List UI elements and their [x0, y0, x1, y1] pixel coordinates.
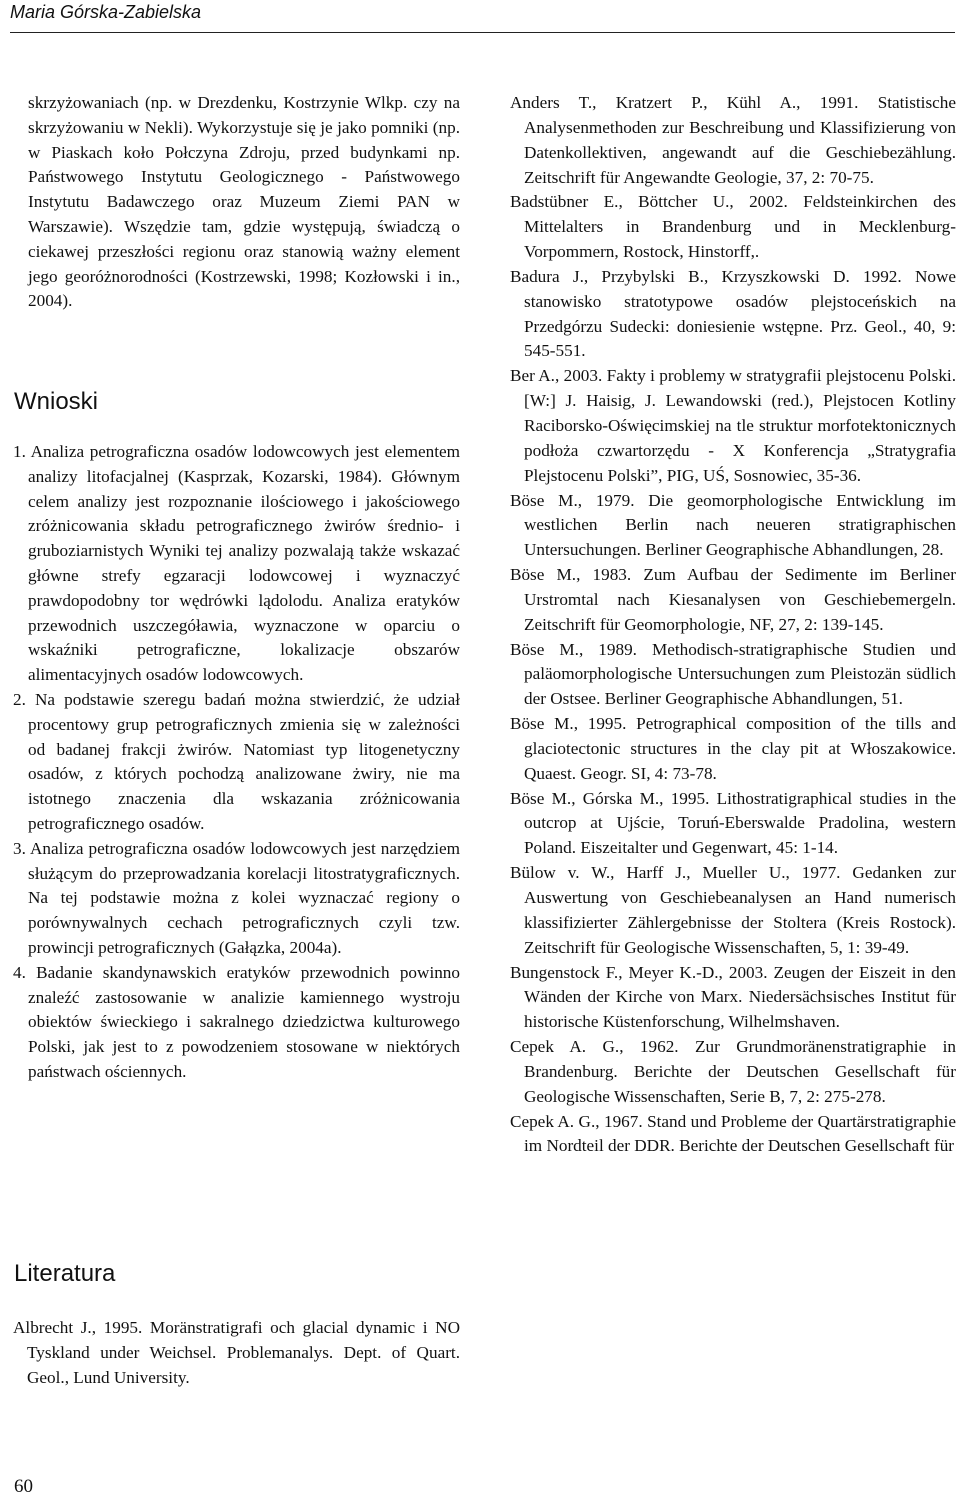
intro-paragraph: skrzyżowaniach (np. w Drezdenku, Kostrzynie Wlkp. czy na skrzyżowaniu w Nekli). Wykorzystuje się je jako pomniki (np. w Piaskach koło Połczyna Zdroju, przed budynkami np. Państwowego Instytutu Geologicznego - Państwowego Instytutu Badawczego oraz Muzeum Ziemi PAN w Warszawie). Wszędzie tam, gdzie występują, świadczą o ciekawej przeszłości regionu oraz stanowią ważny element jego georóżnorodności (Kostrzewski, 1998; Kozłowski i in., 2004).: [28, 93, 460, 311]
reference-item: Albrecht J., 1995. Moränstratigrafi och glacial dynamic i NO Tyskland under Weichsel. Problemanalys. Dept. of Quart. Geol., Lund University.: [13, 1318, 460, 1387]
reference-item: Badstübner E., Böttcher U., 2002. Feldsteinkirchen des Mittelalters in Brandenburg und in Mecklenburg-Vorpommern, Rostock, Hinstorff,.: [510, 192, 956, 262]
reference-item: Bülow v. W., Harff J., Mueller U., 1977. Gedanken zur Auswertung von Geschiebeanalysen an Hand numerisch klassifizierter Zählergebnisse der Stoltera (Kreis Rostock). Zeitschrift für Geologische Wissenschaften, 5, 1: 39-49.: [510, 863, 956, 957]
conclusion-item: 2. Na podstawie szeregu badań można stwierdzić, że udział procentowy grup petrograficznych zmienia się w zależności od badanej frakcji żwirów. Natomiast typ litogenetyczny osadów, z których pochodzą analizowane żwiry, nie ma istotnego znaczenia dla wskazania zróżnicowania petrograficznego osadów.: [13, 689, 460, 833]
wnioski-heading: Wnioski: [14, 388, 99, 415]
reference-item: Böse M., 1989. Methodisch-stratigraphische Studien und paläomorphologische Untersuchungen zum Pleistozän südlich der Ostsee. Berliner Geographische Abhandlungen, 51.: [510, 639, 956, 709]
reference-item: Ber A., 2003. Fakty i problemy w stratygrafii plejstocenu Polski. [W:] J. Haisig, J. Lewandowski (red.), Plejstocen Kotliny Raciborsko-Oświęcimskiej na tle struktur morfotektonicznych podłoża czwartorzędu - X Konferencja „Stratygrafia Plejstocenu Polski”, PIG, UŚ, Sosnowiec, 35-36.: [510, 366, 956, 485]
header-rule: [10, 32, 955, 33]
reference-item: Cepek A. G., 1967. Stand und Probleme der Quartärstratigraphie im Nordteil der DDR. Berichte der Deutschen Gesellschaft für: [510, 1111, 956, 1156]
reference-item: Badura J., Przybylski B., Krzyszkowski D. 1992. Nowe stanowisko stratotypowe osadów plejstoceńskich na Przedgórzu Sudecki: doniesienie wstępne. Prz. Geol., 40, 9: 545-551.: [510, 266, 956, 361]
left-column: [28, 91, 460, 314]
conclusion-item: 1. Analiza petrograficzna osadów lodowcowych jest elementem analizy litofacjalnej (Kasprzak, Kozarski, 1984). Głównym celem analizy jest rozpoznanie ilościowego i jakościowego zróżnicowania składu petrograficznego żwirów średnio- i gruboziarnistych Wyniki tej analizy pozwalają także wskazać główne strefy egzaracji lodowcowej i wyznaczyć prawdopodobny tor wędrówki lądolodu. Analiza eratyków przewodnich uszczegóławia, wyznaczone w oparciu o wskaźniki petrograficzne, lokalizacje obszarów alimentacyjnych osadów lodowcowych.: [13, 442, 460, 685]
right-column: [510, 91, 956, 1159]
reference-item: Bungenstock F., Meyer K.-D., 2003. Zeugen der Eiszeit in den Wänden der Kirche von Marx. Niedersächsisches Institut für historische Küstenforschung, Wilhelmshaven.: [510, 962, 956, 1032]
reference-item: Böse M., 1979. Die geomorphologische Entwicklung im westlichen Berlin nach neueren stratigraphischen Untersuchungen. Berliner Geographische Abhandlungen, 28.: [510, 490, 956, 560]
reference-item: Cepek A. G., 1962. Zur Grundmoränenstratigraphie in Brandenburg. Berichte der Deutschen Gesellschaft für Geologische Wissenschaften, Serie B, 7, 2: 275-278.: [510, 1037, 956, 1106]
running-head: Maria Górska-Zabielska: [10, 2, 202, 22]
reference-item: Böse M., 1983. Zum Aufbau der Sedimente im Berliner Urstromtal nach Kiesanalysen von Geschiebemergeln. Zeitschrift für Geomorphologie, NF, 27, 2: 139-145.: [510, 565, 956, 634]
conclusion-item: 3. Analiza petrograficzna osadów lodowcowych jest narzędziem służącym do przeprowadzania korelacji litostratygraficznych. Na tej podstawie można z kolei wyznaczać regiony o porównywalnych cechach petrograficznych czyli tzw. prowincji petrograficznych (Gałązka, 2004a).: [13, 838, 460, 957]
reference-item: Anders T., Kratzert P., Kühl A., 1991. Statistische Analysenmethoden zur Beschreibung und Klassifizierung von Datenkollektiven, angewandt auf die Geschiebezählung. Zeitschrift für Angewandte Geologie, 37, 2: 70-75.: [510, 93, 956, 187]
reference-item: Böse M., Górska M., 1995. Lithostratigraphical studies in the outcrop at Ujście, Toruń-Eberswalde Pradolina, western Poland. Eiszeitalter und Gegenwart, 45: 1-14.: [510, 788, 956, 858]
conclusion-item: 4. Badanie skandynawskich eratyków przewodnich powinno znaleźć zastosowanie w analizie kamiennego wystroju obiektów świeckiego i sakralnego dziedzictwa kulturowego Polski, jak jest to z powodzeniem stosowane w niektórych państwach ościennych.: [13, 962, 460, 1081]
literatura-heading: Literatura: [14, 1260, 116, 1287]
reference-item: Böse M., 1995. Petrographical composition of the tills and glaciotectonic structures in the clay pit at Włoszakowice. Quaest. Geogr. SI, 4: 73-78.: [510, 714, 956, 783]
left-references: [13, 1316, 460, 1391]
conclusions-list: [13, 440, 460, 1085]
page-number: 60: [14, 1476, 33, 1497]
